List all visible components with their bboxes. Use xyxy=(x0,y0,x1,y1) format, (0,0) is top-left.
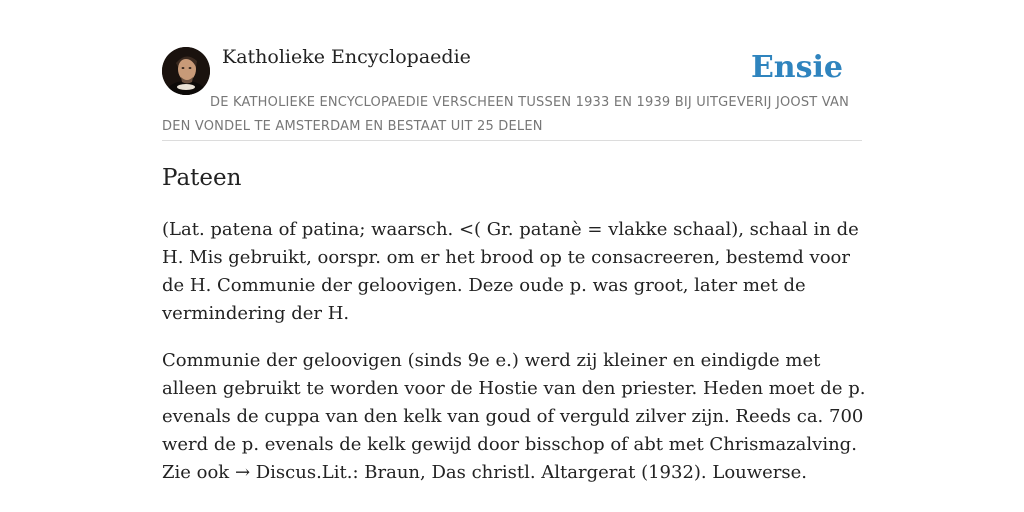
site-tagline: DE KATHOLIEKE ENCYCLOPAEDIE VERSCHEEN TUSSEN 1933 EN 1939 BIJ UITGEVERIJ JOOST VAN DEN VONDEL TE AMSTERDAM EN BESTAAT UIT 25 DELEN xyxy=(162,95,850,134)
ensie-logo-link[interactable]: Ensie xyxy=(750,50,843,85)
article-title: Pateen xyxy=(162,165,242,191)
portrait-avatar-icon[interactable] xyxy=(162,47,210,95)
article-paragraph: (Lat. patena of patina; waarsch. <( Gr. patanè = vlakke schaal), schaal in de H. Mis gebruikt, oorspr. om er het brood op te consacreeren, bestemd voor de H. Communie der geloovigen. Deze oude p. was groot, later met de vermindering der H. xyxy=(162,219,859,324)
article xyxy=(162,160,872,483)
article-paragraph: Communie der geloovigen (sinds 9e e.) werd zij kleiner en eindigde met alleen gebruikt te worden voor de Hostie van den priester. Heden moet de p. evenals de cuppa van den kelk van goud of verguld zilver zijn. Reeds ca. 700 werd de p. evenals de kelk gewijd door bisschop of abt met Chrismazalving. Zie ook → Discus.Lit.: Braun, Das christl. Altargerat (1932). Louwerse. xyxy=(162,350,866,483)
site-header xyxy=(162,44,862,141)
site-title[interactable]: Katholieke Encyclopaedie xyxy=(222,46,471,68)
